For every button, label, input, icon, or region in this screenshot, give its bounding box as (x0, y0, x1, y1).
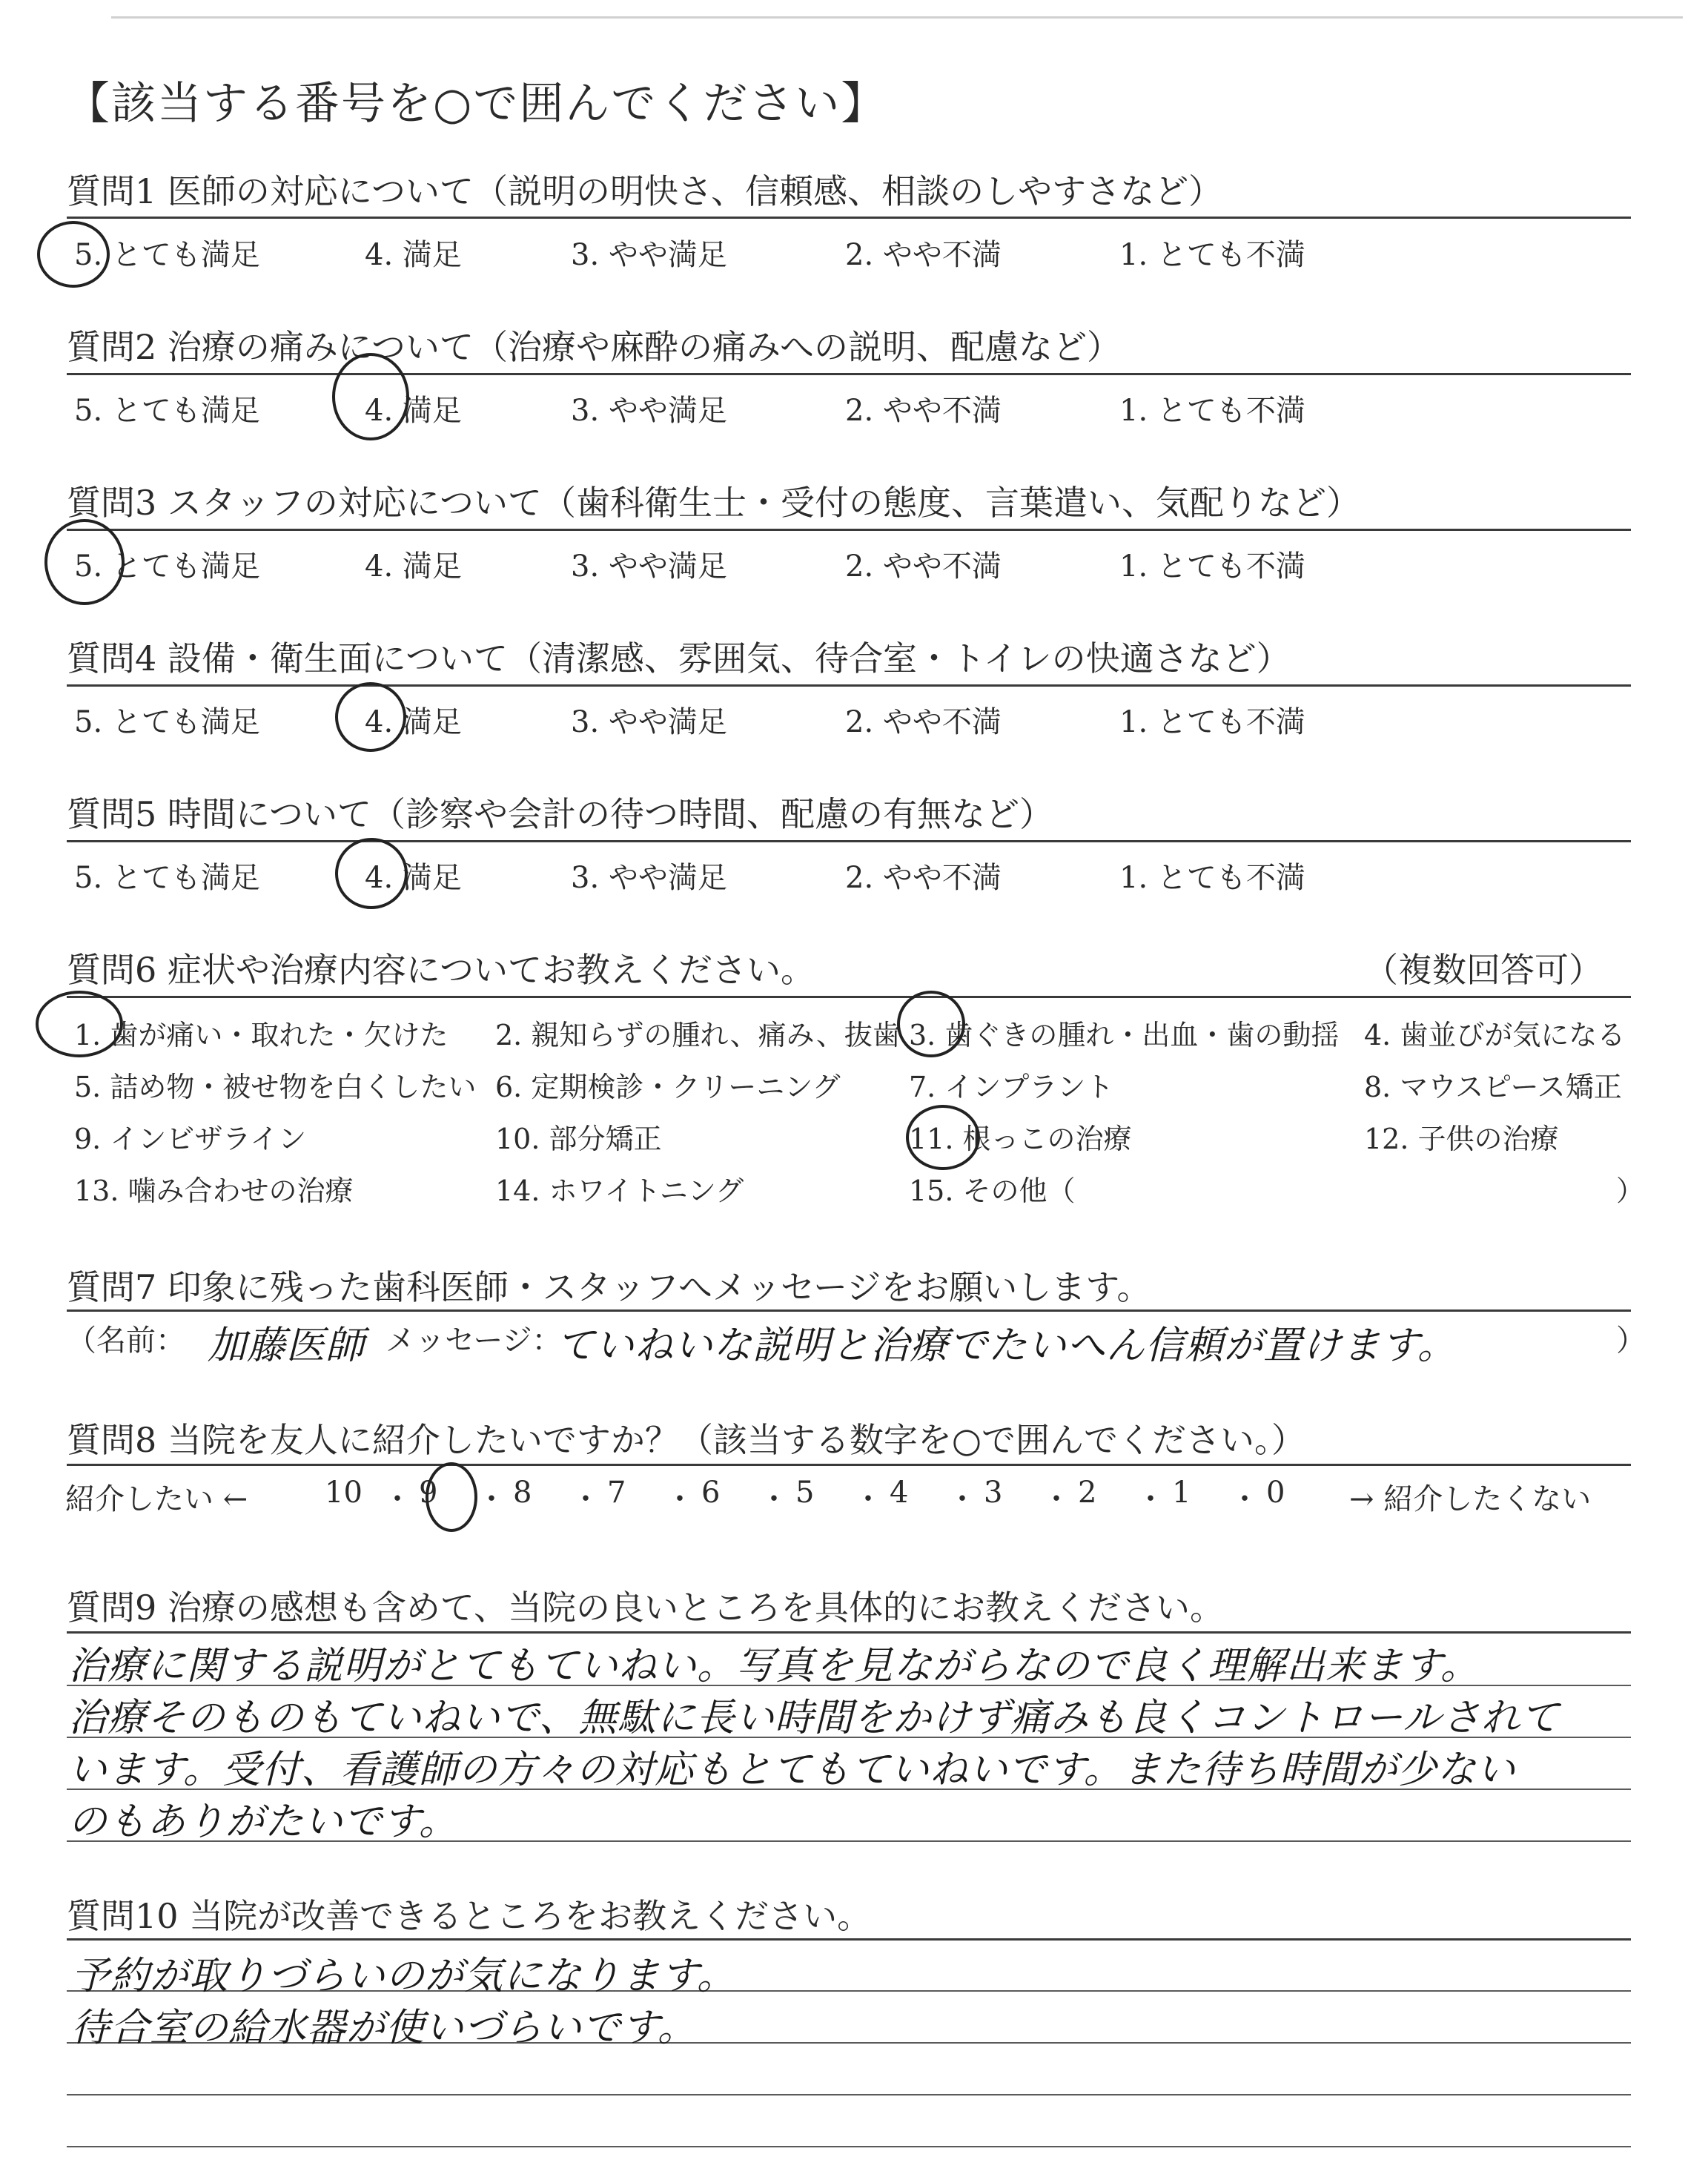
q8-scale-separator: ・ (1136, 1482, 1165, 1516)
q8-scale-8[interactable]: 8 (513, 1476, 532, 1510)
q7-message-value[interactable]: ていねいな説明と治療でたいへん信頼が置けます。 (556, 1324, 1457, 1368)
question-2-title: 質問2 治療の痛みについて（治療や麻酔の痛みへの説明、配慮など） (67, 327, 1122, 367)
q6-item-10[interactable]: 10. 部分矯正 (495, 1123, 662, 1155)
q5-selection-circle (335, 838, 408, 909)
q2-option-3[interactable]: 3. やや満足 (571, 394, 727, 428)
question-3-title: 質問3 スタッフの対応について（歯科衛生士・受付の態度、言葉遣い、気配りなど） (67, 483, 1360, 523)
q6-selection-circle-11 (906, 1105, 980, 1170)
q2-option-1[interactable]: 1. とても不満 (1119, 394, 1305, 428)
q6-item-6[interactable]: 6. 定期検診・クリーニング (495, 1071, 841, 1103)
q5-option-1[interactable]: 1. とても不満 (1119, 861, 1305, 895)
q5-option-5[interactable]: 5. とても満足 (74, 861, 260, 895)
q1-option-2[interactable]: 2. やや不満 (845, 238, 1002, 272)
q8-scale-separator: ・ (759, 1482, 789, 1516)
q8-selection-circle (426, 1462, 477, 1532)
q6-item-3[interactable]: 3. 歯ぐきの腫れ・出血・歯の動揺 (909, 1019, 1340, 1051)
q6-item-1[interactable]: 1. 歯が痛い・取れた・欠けた (74, 1019, 448, 1051)
q3-option-3[interactable]: 3. やや満足 (571, 549, 727, 584)
q6-item-13[interactable]: 13. 噛み合わせの治療 (74, 1175, 354, 1207)
form-heading: 【該当する番号を○で囲んでください】 (65, 78, 887, 130)
q2-option-4[interactable]: 4. 満足 (365, 394, 462, 428)
q5-option-3[interactable]: 3. やや満足 (571, 861, 727, 895)
q1-option-5[interactable]: 5. とても満足 (74, 238, 260, 272)
q6-item-12[interactable]: 12. 子供の治療 (1364, 1123, 1559, 1155)
q8-scale-10[interactable]: 10 (325, 1476, 363, 1510)
q9-answer-line-1: 治療に関する説明がとてもていねい。写真を見ながらなので良く理解出来ます。 (68, 1644, 1480, 1688)
q7-name-label: （名前： (67, 1324, 185, 1358)
q8-right-label: → 紹介したくない (1349, 1482, 1592, 1516)
q5-option-4[interactable]: 4. 満足 (365, 861, 462, 895)
question-1-title: 質問1 医師の対応について（説明の明快さ、信頼感、相談のしやすさなど） (67, 171, 1223, 211)
q2-selection-circle (332, 353, 409, 440)
q6-item-15-close: ） (1616, 1175, 1645, 1207)
q4-option-4[interactable]: 4. 満足 (365, 705, 462, 739)
q6-item-8[interactable]: 8. マウスピース矯正 (1364, 1071, 1622, 1103)
q8-scale-2[interactable]: 2 (1078, 1476, 1097, 1510)
q4-option-3[interactable]: 3. やや満足 (571, 705, 727, 739)
q10-answer-line-2: 待合室の給水器が使いづらいです。 (71, 2006, 697, 2050)
q8-scale-separator: ・ (1042, 1482, 1071, 1516)
question-7-title: 質問7 印象に残った歯科医師・スタッフへメッセージをお願いします。 (67, 1267, 1151, 1307)
q4-option-1[interactable]: 1. とても不満 (1119, 705, 1305, 739)
q6-item-15[interactable]: 15. その他（ (909, 1175, 1076, 1207)
q3-option-4[interactable]: 4. 満足 (365, 549, 462, 584)
q2-option-2[interactable]: 2. やや不満 (845, 394, 1002, 428)
q8-scale-7[interactable]: 7 (607, 1476, 626, 1510)
q8-scale-1[interactable]: 1 (1172, 1476, 1191, 1510)
q3-option-2[interactable]: 2. やや不満 (845, 549, 1002, 584)
q5-option-2[interactable]: 2. やや不満 (845, 861, 1002, 895)
q6-selection-circle-1 (36, 991, 123, 1057)
q9-answer-line-4: のもありがたいです。 (68, 1800, 458, 1844)
q8-scale-separator: ・ (853, 1482, 883, 1516)
q2-option-5[interactable]: 5. とても満足 (74, 394, 260, 428)
q9-answer-line-2: 治療そのものもていねいで、無駄に長い時間をかけず痛みも良くコントロールされて (68, 1696, 1560, 1740)
question-5-title: 質問5 時間について（診察や会計の待つ時間、配慮の有無など） (67, 794, 1053, 834)
q4-option-5[interactable]: 5. とても満足 (74, 705, 260, 739)
q8-scale-separator: ・ (665, 1482, 695, 1516)
q3-selection-circle (44, 519, 125, 605)
q6-item-2[interactable]: 2. 親知らずの腫れ、痛み、抜歯 (495, 1019, 901, 1051)
question-9-title: 質問9 治療の感想も含めて、当院の良いところを具体的にお教えください。 (67, 1588, 1224, 1628)
q6-item-11[interactable]: 11. 根っこの治療 (909, 1123, 1132, 1155)
q6-item-4[interactable]: 4. 歯並びが気になる (1364, 1019, 1626, 1051)
q3-option-5[interactable]: 5. とても満足 (74, 549, 260, 584)
q4-selection-circle (335, 682, 406, 752)
q1-option-1[interactable]: 1. とても不満 (1119, 238, 1305, 272)
q8-scale-separator: ・ (383, 1482, 412, 1516)
question-8-title: 質問8 当院を友人に紹介したいですか？（該当する数字を○で囲んでください。） (67, 1420, 1306, 1460)
question-6-note: （複数回答可） (1364, 950, 1603, 990)
q8-scale-separator: ・ (1230, 1482, 1260, 1516)
question-6-title: 質問6 症状や治療内容についてお教えください。 (67, 950, 815, 990)
q6-item-9[interactable]: 9. インビザライン (74, 1123, 307, 1155)
q6-item-7[interactable]: 7. インプラント (909, 1071, 1114, 1103)
q6-item-14[interactable]: 14. ホワイトニング (495, 1175, 744, 1207)
q8-scale-separator: ・ (477, 1482, 506, 1516)
q8-scale-0[interactable]: 0 (1266, 1476, 1285, 1510)
q8-scale-separator: ・ (571, 1482, 600, 1516)
q8-scale-4[interactable]: 4 (890, 1476, 909, 1510)
q8-scale-3[interactable]: 3 (984, 1476, 1003, 1510)
q8-left-label: 紹介したい ← (65, 1482, 248, 1516)
q3-option-1[interactable]: 1. とても不満 (1119, 549, 1305, 584)
question-4-title: 質問4 設備・衛生面について（清潔感、雰囲気、待合室・トイレの快適さなど） (67, 638, 1291, 678)
q9-answer-line-3: います。受付、看護師の方々の対応もとてもていねいです。また待ち時間が少ない (68, 1748, 1516, 1792)
q6-selection-circle-3 (897, 991, 965, 1057)
q8-scale-6[interactable]: 6 (701, 1476, 721, 1510)
q7-name-value[interactable]: 加藤医師 (208, 1324, 365, 1368)
q1-selection-circle (37, 221, 110, 288)
q7-message-label: メッセージ： (385, 1324, 562, 1358)
q7-close-paren: ） (1616, 1324, 1646, 1358)
q10-answer-line-1: 予約が取りづらいのが気になります。 (71, 1954, 736, 1998)
q1-option-3[interactable]: 3. やや満足 (571, 238, 727, 272)
q8-scale-separator: ・ (947, 1482, 977, 1516)
q8-scale-5[interactable]: 5 (795, 1476, 815, 1510)
question-10-title: 質問10 当院が改善できるところをお教えください。 (67, 1896, 872, 1936)
q4-option-2[interactable]: 2. やや不満 (845, 705, 1002, 739)
q8-scale-9[interactable]: 9 (419, 1476, 438, 1510)
q1-option-4[interactable]: 4. 満足 (365, 238, 462, 272)
q6-item-5[interactable]: 5. 詰め物・被せ物を白くしたい (74, 1071, 477, 1103)
